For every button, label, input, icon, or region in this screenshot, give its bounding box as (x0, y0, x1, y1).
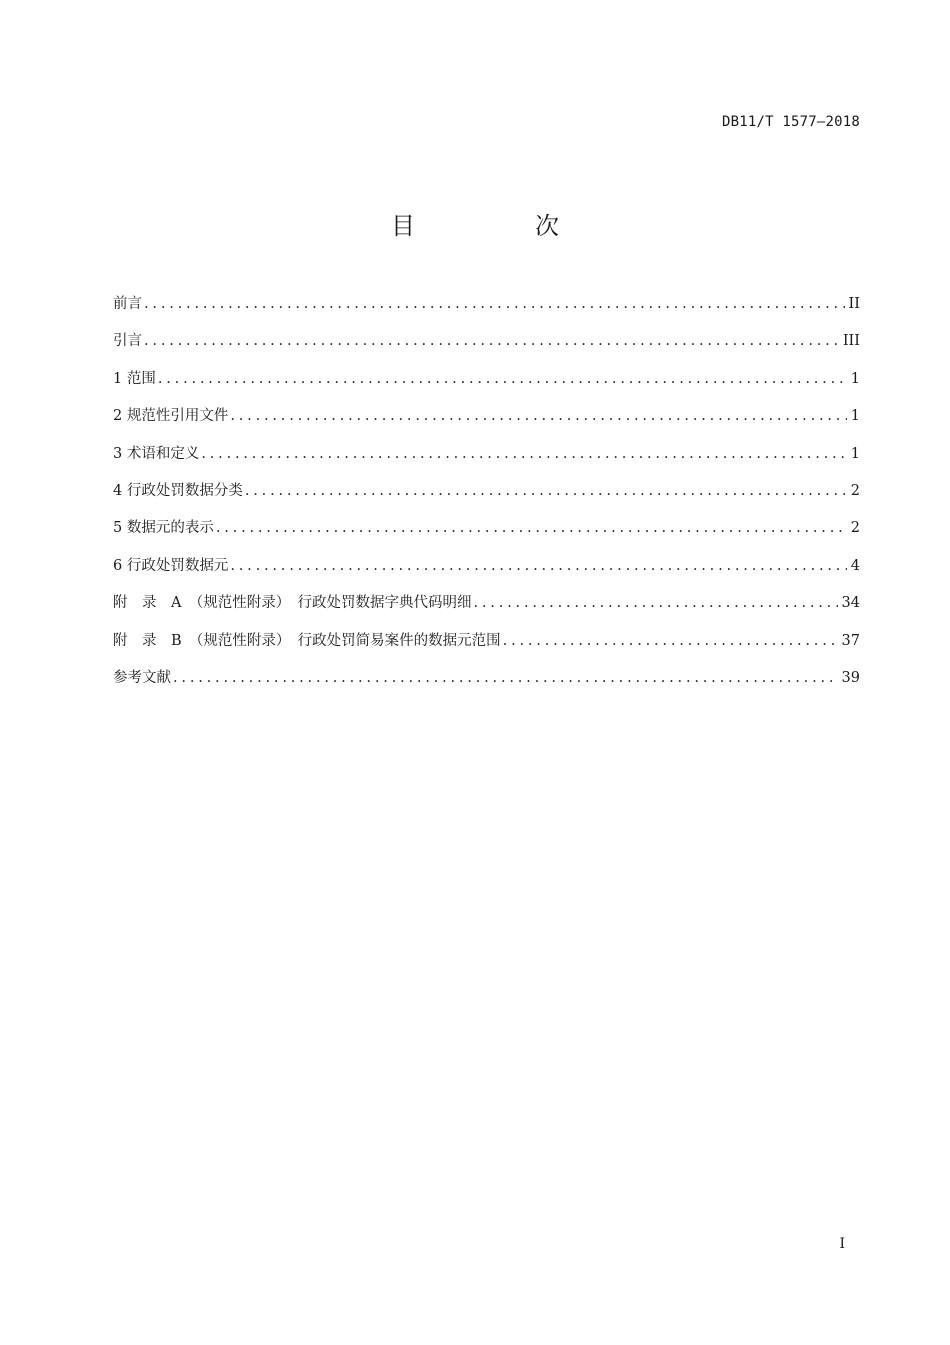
toc-entry-label: 前言 (113, 296, 142, 312)
toc-leader-dots (230, 408, 846, 424)
toc-entry-normative-references[interactable] (113, 404, 860, 441)
toc-entry-data-classification[interactable] (113, 479, 860, 516)
toc-entry-page: 39 (841, 669, 860, 686)
toc-leader-dots (503, 633, 838, 649)
toc-entry-page: 2 (850, 520, 860, 537)
toc-leader-dots (245, 483, 847, 499)
toc-entry-label: 1 范围 (113, 370, 156, 387)
toc-entry-label: 5 数据元的表示 (113, 520, 214, 537)
toc-entry-page: 1 (850, 408, 860, 425)
toc-entry-page: 4 (850, 557, 860, 574)
toc-entry-label: 引言 (113, 333, 142, 350)
toc-entry-data-elements[interactable] (113, 554, 860, 591)
toc-leader-dots (473, 595, 837, 611)
toc-entry-page: 34 (841, 595, 860, 612)
toc-entry-label: 附 录 A （规范性附录） 行政处罚数据字典代码明细 (113, 595, 472, 612)
page-number: I (839, 1236, 845, 1252)
toc-entry-terms-definitions[interactable] (113, 442, 860, 479)
toc-entry-page: 37 (841, 632, 860, 649)
toc-entry-label: 4 行政处罚数据分类 (113, 482, 243, 499)
toc-entry-label: 6 行政处罚数据元 (113, 557, 229, 574)
toc-leader-dots (144, 296, 845, 312)
toc-entry-page: II (848, 296, 860, 312)
toc-entry-page: 1 (850, 445, 860, 462)
toc-entry-foreword[interactable] (113, 292, 860, 329)
toc-entry-introduction[interactable] (113, 329, 860, 366)
toc-entry-data-element-representation[interactable] (113, 516, 860, 553)
toc-entry-appendix-a[interactable] (113, 591, 860, 628)
toc-leader-dots (144, 333, 839, 349)
toc-leader-dots (158, 371, 847, 387)
toc-entry-page: III (842, 333, 860, 350)
toc-entry-page: 2 (850, 482, 860, 499)
toc-leader-dots (201, 446, 846, 462)
toc-entry-appendix-b[interactable] (113, 629, 860, 666)
table-of-contents (113, 292, 860, 703)
toc-entry-label: 2 规范性引用文件 (113, 408, 229, 425)
toc-entry-label: 参考文献 (113, 669, 171, 686)
toc-entry-scope[interactable] (113, 367, 860, 404)
toc-entry-label: 3 术语和定义 (113, 445, 200, 462)
toc-leader-dots (173, 670, 838, 686)
toc-entry-bibliography[interactable] (113, 666, 860, 703)
document-code: DB11/T 1577—2018 (721, 114, 860, 130)
toc-leader-dots (230, 558, 846, 574)
toc-leader-dots (216, 520, 847, 536)
page-title: 目 次 (391, 212, 607, 240)
toc-entry-page: 1 (850, 370, 860, 387)
toc-entry-label: 附 录 B （规范性附录） 行政处罚简易案件的数据元范围 (113, 632, 501, 649)
